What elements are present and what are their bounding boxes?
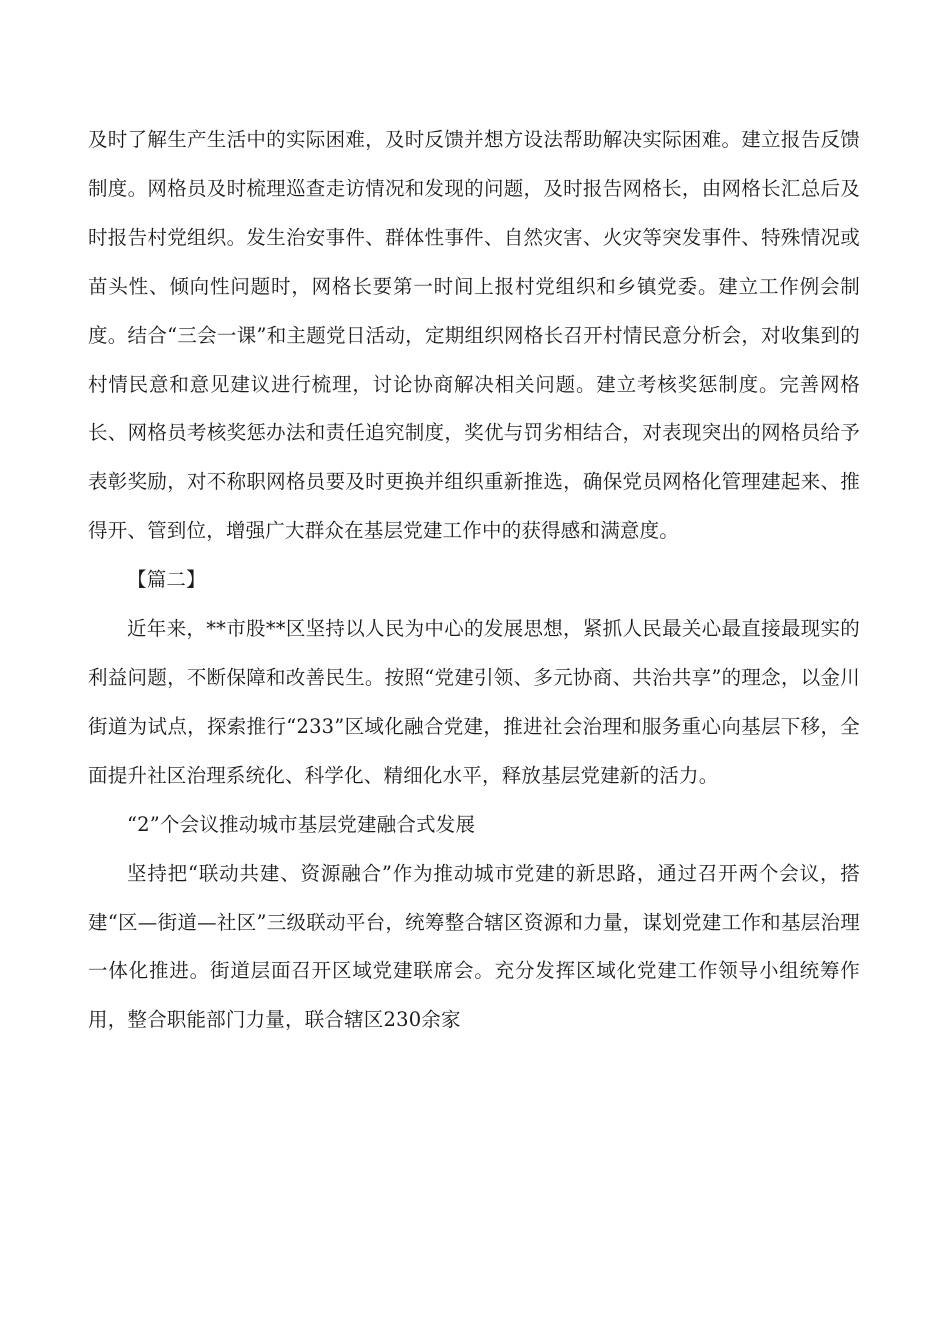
section-heading: 【篇二】 <box>127 568 206 592</box>
paragraph-body: 坚持把“联动共建、资源融合”作为推动城市党建的新思路，通过召开两个会议，搭建“区—街道—社区”三级联动平台，统筹整合辖区资源和力量，谋划党建工作和基层治理一体化推进。街道层面召开区域党建联席会。充分发挥区域化党建工作领导小组统筹作用，整合职能部门力量，联合辖区230余家 <box>88 861 860 1032</box>
document-body <box>88 116 860 1045</box>
subheading: “2”个会议推动城市基层党建融合式发展 <box>127 812 476 836</box>
paragraph-intro: 近年来，**市股**区坚持以人民为中心的发展思想，紧抓人民最关心最直接最现实的利益问题，不断保障和改善民生。按照“党建引领、多元协商、共治共享”的理念，以金川街道为试点，探索推行“233”区域化融合党建，推进社会治理和服务重心向基层下移，全面提升社区治理系统化、科学化、精细化水平，释放基层党建新的活力。 <box>88 617 860 787</box>
paragraph-continued: 及时了解生产生活中的实际困难，及时反馈并想方设法帮助解决实际困难。建立报告反馈制度。网格员及时梳理巡查走访情况和发现的问题，及时报告网格长，由网格长汇总后及时报告村党组织。发生治安事件、群体性事件、自然灾害、火灾等突发事件、特殊情况或苗头性、倾向性问题时，网格长要第一时间上报村党组织和乡镇党委。建立工作例会制度。结合“三会一课”和主题党日活动，定期组织网格长召开村情民意分析会，对收集到的村情民意和意见建议进行梳理，讨论协商解决相关问题。建立考核奖惩制度。完善网格长、网格员考核奖惩办法和责任追究制度，奖优与罚劣相结合，对表现突出的网格员给予表彰奖励，对不称职网格员要及时更换并组织重新推选，确保党员网格化管理建起来、推得开、管到位，增强广大群众在基层党建工作中的获得感和满意度。 <box>88 128 860 543</box>
